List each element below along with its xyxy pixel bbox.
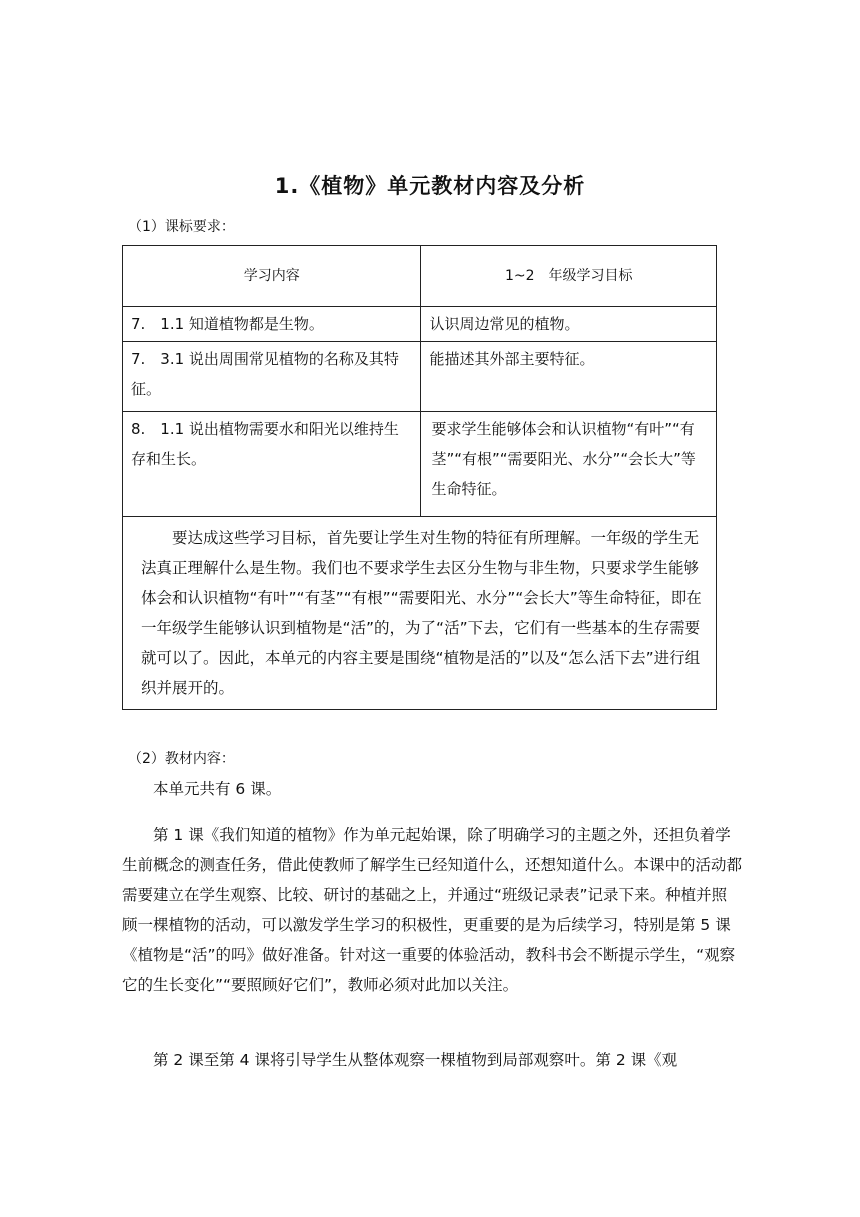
row-goal: 认识周边常见的植物。: [421, 307, 717, 342]
paragraph-lesson-2: [122, 1045, 742, 1075]
row-goal: 要求学生能够体会和认识植物“有叶”“有茎”“有根”“需要阳光、水分”“会长大”等生命特征。: [421, 412, 717, 517]
summary-row: [123, 517, 717, 710]
table-row: [123, 307, 717, 342]
curriculum-table: [122, 245, 717, 710]
header-content: 学习内容: [123, 246, 421, 307]
lesson-count-text: [122, 774, 742, 804]
lesson-count: 本单元共有 6 课。: [153, 780, 282, 798]
row-content: 7. 3.1 说出周围常见植物的名称及其特征。: [123, 342, 421, 412]
paragraph-lesson-1: [122, 820, 742, 1000]
table-row: [123, 412, 717, 517]
summary-text: 要达成这些学习目标，首先要让学生对生物的特征有所理解。一年级的学生无法真正理解什么是生物。我们也不要求学生去区分生物与非生物，只要求学生能够体会和认识植物“有叶”“有茎”“有根”“需要阳光、水分”“会长大”等生命特征，即在一年级学生能够认识到植物是“活”的，为了“活”下去，它们有一些基本的生存需要就可以了。因此，本单元的内容主要是围绕“植物是活的”以及“怎么活下去”进行组织并展开的。: [141, 529, 702, 697]
header-goal: 1~2 年级学习目标: [421, 246, 717, 307]
section2-label: （2）教材内容：: [128, 751, 235, 767]
table-header-row: [123, 246, 717, 307]
document-title: 1.《植物》单元教材内容及分析: [274, 174, 586, 198]
paragraph-1: 第 1 课《我们知道的植物》作为单元起始课，除了明确学习的主题之外，还担负着学生前概念的测查任务，借此使教师了解学生已经知道什么，还想知道什么。本课中的活动都需要建立在学生观察、比较、研讨的基础之上，并通过“班级记录表”记录下来。种植并照顾一棵植物的活动，可以激发学生学习的积极性，更重要的是为后续学习，特别是第 5 课《植物是“活”的吗》做好准备。针对这一重要的体验活动，教科书会不断提示学生，“观察它的生长变化”“要照顾好它们”，教师必须对此加以关注。: [122, 826, 743, 994]
row-goal: 能描述其外部主要特征。: [421, 342, 717, 412]
section1-label: （1）课标要求：: [128, 219, 235, 235]
table-row: [123, 342, 717, 412]
row-content: 8. 1.1 说出植物需要水和阳光以维持生存和生长。: [123, 412, 421, 517]
paragraph-2: 第 2 课至第 4 课将引导学生从整体观察一棵植物到局部观察叶。第 2 课《观: [153, 1051, 678, 1069]
row-content: 7. 1.1 知道植物都是生物。: [123, 307, 421, 342]
